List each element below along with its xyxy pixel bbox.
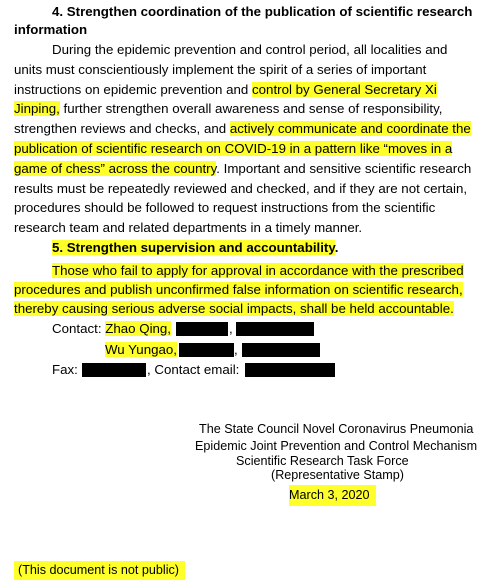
highlighted-heading: 5. Strengthen supervision and accountability [52, 240, 335, 255]
paragraph-line [14, 81, 437, 99]
stamp-text: (Representative Stamp) [271, 468, 404, 482]
highlighted-text: Those who fail to apply for approval in accordance with the prescribed [52, 263, 464, 278]
highlighted-text: thereby causing serious adverse social impacts, shall be held accountable. [14, 301, 454, 316]
separator-comma: , [234, 342, 238, 357]
text-run: strengthen reviews and checks, and [14, 121, 230, 136]
text-run: further strengthen overall awareness and sense of responsibility, [59, 101, 443, 116]
redaction-bar [245, 363, 335, 377]
redaction-bar [179, 343, 234, 357]
paragraph-line: During the epidemic prevention and control period, all localities and [52, 42, 448, 57]
paragraph-line [14, 100, 442, 118]
contact-email-label: , Contact email: [147, 362, 240, 377]
separator-comma: , [229, 321, 233, 336]
section4-heading [52, 3, 472, 21]
redaction-bar [242, 343, 320, 357]
section4-heading-text: 4. Strengthen coordination of the publication of scientific research [52, 4, 473, 19]
paragraph-line: procedures should be followed to request instructions from the scientific [14, 200, 436, 215]
highlighted-text: procedures and publish unconfirmed false information on scientific research, [14, 282, 463, 297]
paragraph-line [14, 160, 471, 178]
contact-line-1 [52, 320, 171, 338]
highlighted-text: actively communicate and coordinate the [229, 121, 471, 136]
issuer-line: Scientific Research Task Force [236, 454, 409, 468]
paragraph-line: results must be repeatedly reviewed and checked, and if they are not certain, [14, 181, 468, 196]
highlighted-text: publication of scientific research on COVID-19 in a pattern like “moves in a [14, 141, 453, 156]
date-text: March 3, 2020 [289, 485, 376, 506]
paragraph-line [52, 262, 464, 280]
stamp-line [271, 466, 404, 484]
section4-heading-text-2: information [14, 22, 88, 37]
paragraph-line [14, 300, 454, 318]
paragraph-line [14, 120, 471, 138]
not-public-note: (This document is not public) [14, 561, 185, 580]
text-run: instructions on epidemic prevention and [14, 82, 253, 97]
paragraph-line: research team and related departments in a timely manner. [14, 220, 363, 235]
paragraph-line [14, 140, 452, 158]
section4-heading-continued [14, 21, 87, 39]
paragraph-line: units must conscientiously implement the spirit of a series of important [14, 62, 427, 77]
footer-note [14, 561, 185, 579]
contact-name: Zhao Qing, [105, 321, 172, 336]
section5-heading [52, 239, 338, 257]
highlighted-text: Jinping, [14, 101, 60, 116]
redaction-bar [236, 322, 314, 336]
redaction-bar [82, 363, 146, 377]
contact-label: Contact: [52, 321, 106, 336]
highlighted-text: control by General Secretary Xi [252, 82, 437, 97]
fax-label: Fax: [52, 362, 78, 377]
text-run: . Important and sensitive scientific research [216, 161, 472, 176]
contact-name: Wu Yungao, [105, 342, 177, 357]
redaction-bar [176, 322, 228, 336]
highlighted-text: game of chess” across the country [14, 161, 217, 176]
issuer-line: Epidemic Joint Prevention and Control Mechanism [195, 439, 478, 453]
contact-line-2 [105, 341, 177, 359]
text-run: . [334, 240, 339, 255]
paragraph-line [14, 281, 463, 299]
date-line [289, 486, 376, 504]
issuer-line: The State Council Novel Coronavirus Pneumonia [199, 422, 474, 436]
